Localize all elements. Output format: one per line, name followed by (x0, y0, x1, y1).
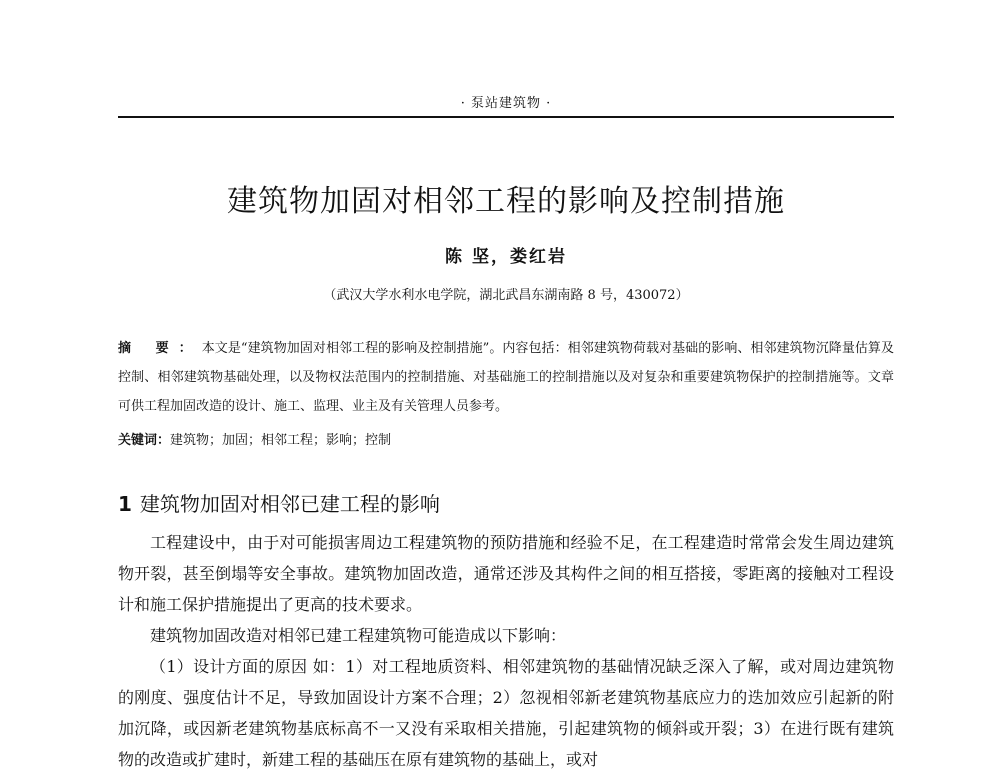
header-rule (118, 116, 894, 118)
abstract-label: 摘 要： (118, 341, 202, 356)
abstract-text: 本文是“建筑物加固对相邻工程的影响及控制措施”。内容包括：相邻建筑物荷载对基础的影响、相邻建筑物沉降量估算及控制、相邻建筑物基础处理，以及物权法范围内的控制措施、对基础施工的控制措施以及对复杂和重要建筑物保护的控制措施等。文章可供工程加固改造的设计、施工、监理、业主及有关管理人员参考。 (118, 341, 894, 414)
section-number: 1 (118, 492, 132, 516)
running-header: · 泵站建筑物 · (460, 96, 552, 111)
abstract (118, 334, 894, 421)
paper-authors: 陈 坚，娄红岩 (445, 247, 567, 267)
paper-title: 建筑物加固对相邻工程的影响及控制措施 (227, 184, 785, 219)
body-paragraph: （1）设计方面的原因 如：1）对工程地质资料、相邻建筑物的基础情况缺乏深入了解，或对周边建筑物的刚度、强度估计不足，导致加固设计方案不合理；2）忽视相邻新老建筑物基底应力的迭加效应引起新的附加沉降，或因新老建筑物基底标高不一又没有采取相关措施，引起建筑物的倾斜或开裂；3）在进行既有建筑物的改造或扩建时，新建工程的基础压在原有建筑物的基础上，或对 (118, 657, 894, 769)
keywords-label: 关键词： (118, 433, 171, 448)
section-body (118, 527, 894, 775)
section-heading (118, 488, 894, 517)
keywords (118, 426, 894, 455)
body-paragraph: 建筑物加固改造对相邻已建工程建筑物可能造成以下影响： (150, 626, 567, 645)
body-paragraph: 工程建设中，由于对可能损害周边工程建筑物的预防措施和经验不足，在工程建造时常常会发生周边建筑物开裂，甚至倒塌等安全事故。建筑物加固改造，通常还涉及其构件之间的相互搭接，零距离的接触对工程设计和施工保护措施提出了更高的技术要求。 (118, 533, 894, 614)
section-title: 建筑物加固对相邻已建工程的影响 (139, 492, 440, 516)
paper-affiliation: （武汉大学水利水电学院，湖北武昌东湖南路 8 号，430072） (323, 288, 689, 303)
keywords-text: 建筑物；加固；相邻工程；影响；控制 (170, 433, 392, 448)
